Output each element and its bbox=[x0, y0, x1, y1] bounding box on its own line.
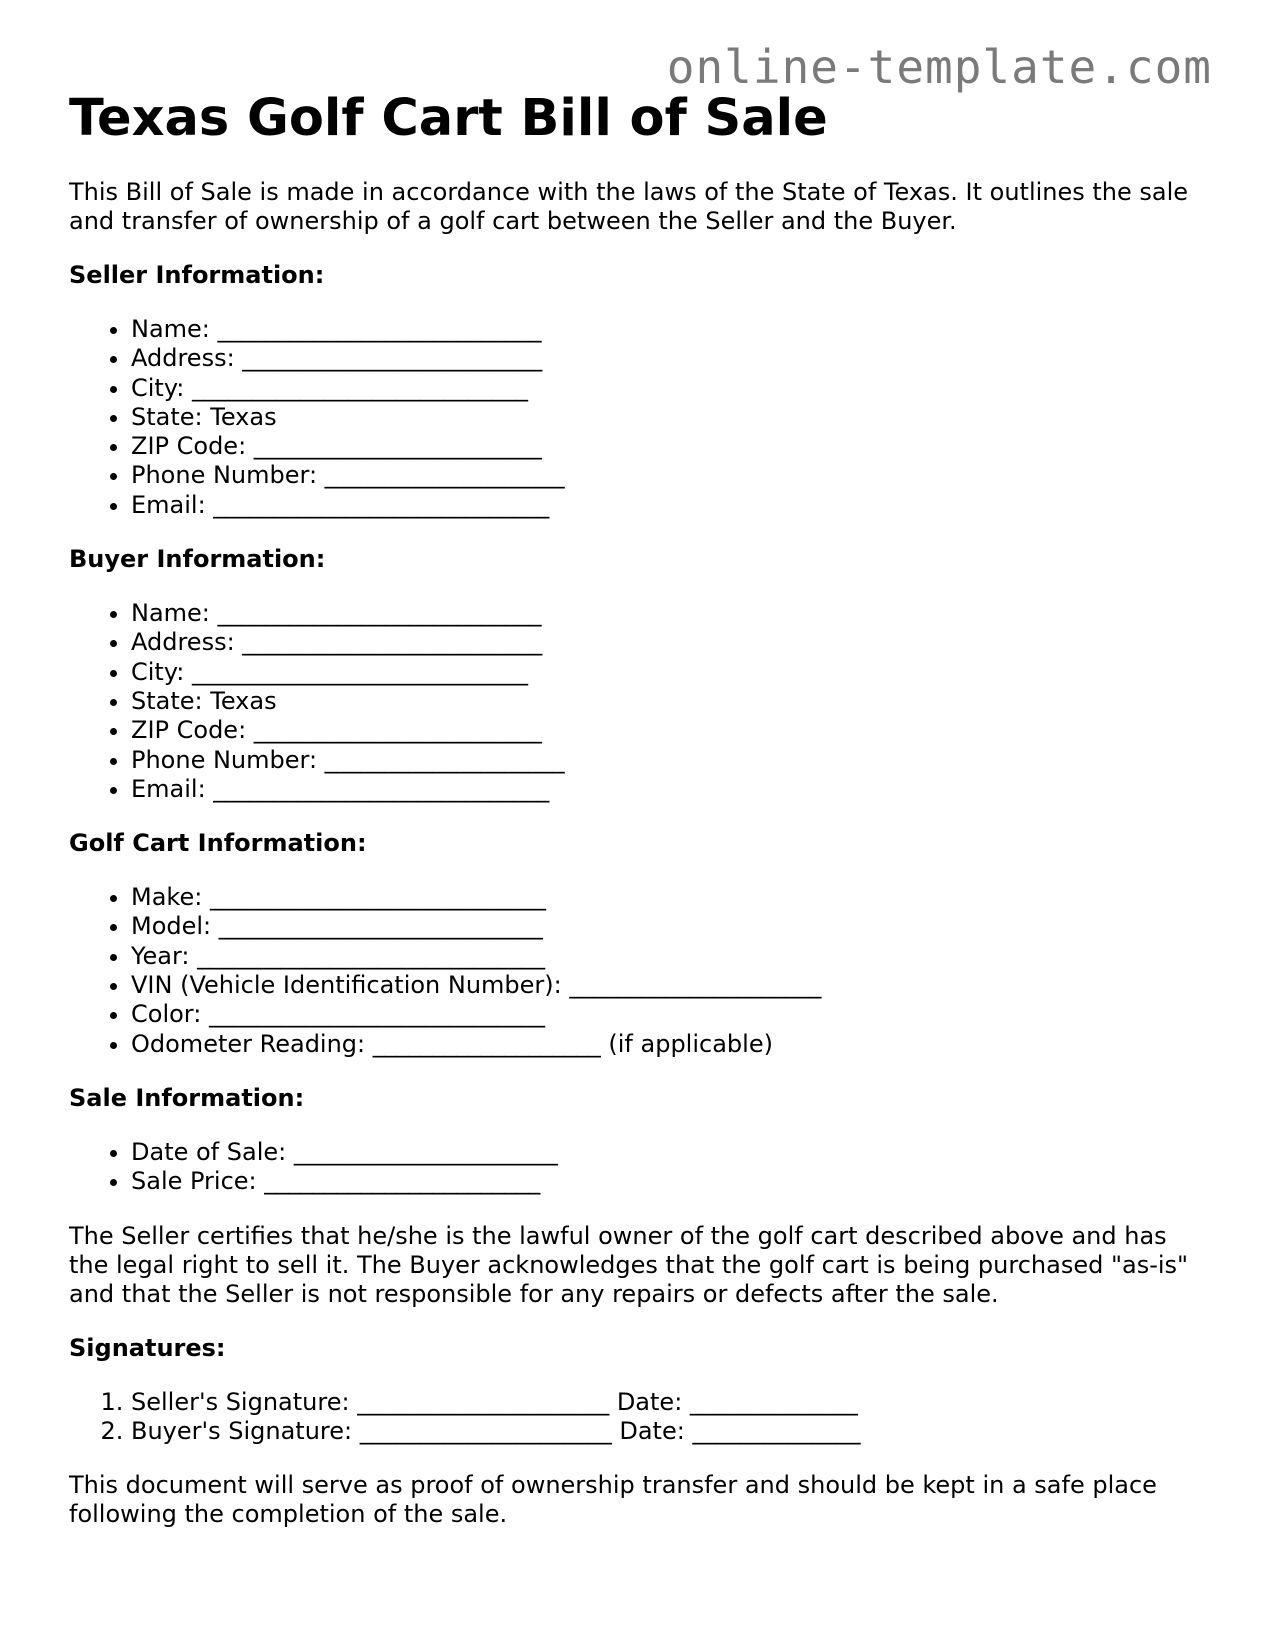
signatures-list bbox=[69, 1388, 1209, 1447]
seller-phone-field[interactable]: • Phone Number: ____________________ bbox=[131, 461, 1209, 490]
sale-price-field[interactable]: • Sale Price: _______________________ bbox=[131, 1167, 1209, 1196]
seller-address-field[interactable]: • Address: _________________________ bbox=[131, 344, 1209, 373]
cart-vin-field[interactable]: • VIN (Vehicle Identification Number): _____________________ bbox=[131, 971, 1209, 1000]
cart-model-field[interactable]: • Model: ___________________________ bbox=[131, 912, 1209, 941]
buyer-list bbox=[69, 599, 1209, 804]
seller-city-field[interactable]: • City: ____________________________ bbox=[131, 374, 1209, 403]
sale-list bbox=[69, 1138, 1209, 1197]
document bbox=[69, 86, 1209, 1529]
buyer-address-field[interactable]: • Address: _________________________ bbox=[131, 628, 1209, 657]
buyer-zip-field[interactable]: • ZIP Code: ________________________ bbox=[131, 716, 1209, 745]
seller-state-field: • State: Texas bbox=[131, 403, 1209, 432]
buyer-email-field[interactable]: • Email: ____________________________ bbox=[131, 775, 1209, 804]
buyer-state-field: • State: Texas bbox=[131, 687, 1209, 716]
cart-year-field[interactable]: • Year: _____________________________ bbox=[131, 942, 1209, 971]
seller-list bbox=[69, 315, 1209, 520]
seller-email-field[interactable]: • Email: ____________________________ bbox=[131, 491, 1209, 520]
seller-name-field[interactable]: • Name: ___________________________ bbox=[131, 315, 1209, 344]
intro-paragraph: This Bill of Sale is made in accordance with the laws of the State of Texas. It outlines the sale and transfer of ownership of a golf cart between the Seller and the Buyer. bbox=[69, 178, 1189, 235]
cart-heading: Golf Cart Information: bbox=[69, 829, 367, 858]
certification-paragraph: The Seller certifies that he/she is the lawful owner of the golf cart described above and has the legal right to sell it. The Buyer acknowledges that the golf cart is being purchased "as-is" and that the Seller is not responsible for any repairs or defects after the sale. bbox=[69, 1221, 1189, 1308]
buyer-name-field[interactable]: • Name: ___________________________ bbox=[131, 599, 1209, 628]
buyer-heading: Buyer Information: bbox=[69, 545, 326, 574]
page-title: Texas Golf Cart Bill of Sale bbox=[69, 89, 828, 148]
cart-make-field[interactable]: • Make: ____________________________ bbox=[131, 883, 1209, 912]
seller-heading: Seller Information: bbox=[69, 261, 325, 289]
cart-color-field[interactable]: • Color: ____________________________ bbox=[131, 1000, 1209, 1029]
buyer-signature-field[interactable]: 2. Buyer's Signature: _____________________ Date: ______________ bbox=[131, 1417, 1209, 1446]
watermark: online-template.com bbox=[666, 40, 1212, 94]
buyer-city-field[interactable]: • City: ____________________________ bbox=[131, 658, 1209, 687]
buyer-phone-field[interactable]: • Phone Number: ____________________ bbox=[131, 746, 1209, 775]
sale-date-field[interactable]: • Date of Sale: ______________________ bbox=[131, 1138, 1209, 1167]
signatures-heading: Signatures: bbox=[69, 1333, 226, 1362]
closing-paragraph: This document will serve as proof of ownership transfer and should be kept in a safe place following the completion of the sale. bbox=[69, 1471, 1157, 1529]
cart-odometer-field[interactable]: • Odometer Reading: ___________________ (if applicable) bbox=[131, 1030, 1209, 1059]
sale-heading: Sale Information: bbox=[69, 1083, 305, 1112]
seller-zip-field[interactable]: • ZIP Code: ________________________ bbox=[131, 432, 1209, 461]
cart-list bbox=[69, 883, 1209, 1059]
seller-signature-field[interactable]: 1. Seller's Signature: _____________________ Date: ______________ bbox=[131, 1388, 1209, 1417]
